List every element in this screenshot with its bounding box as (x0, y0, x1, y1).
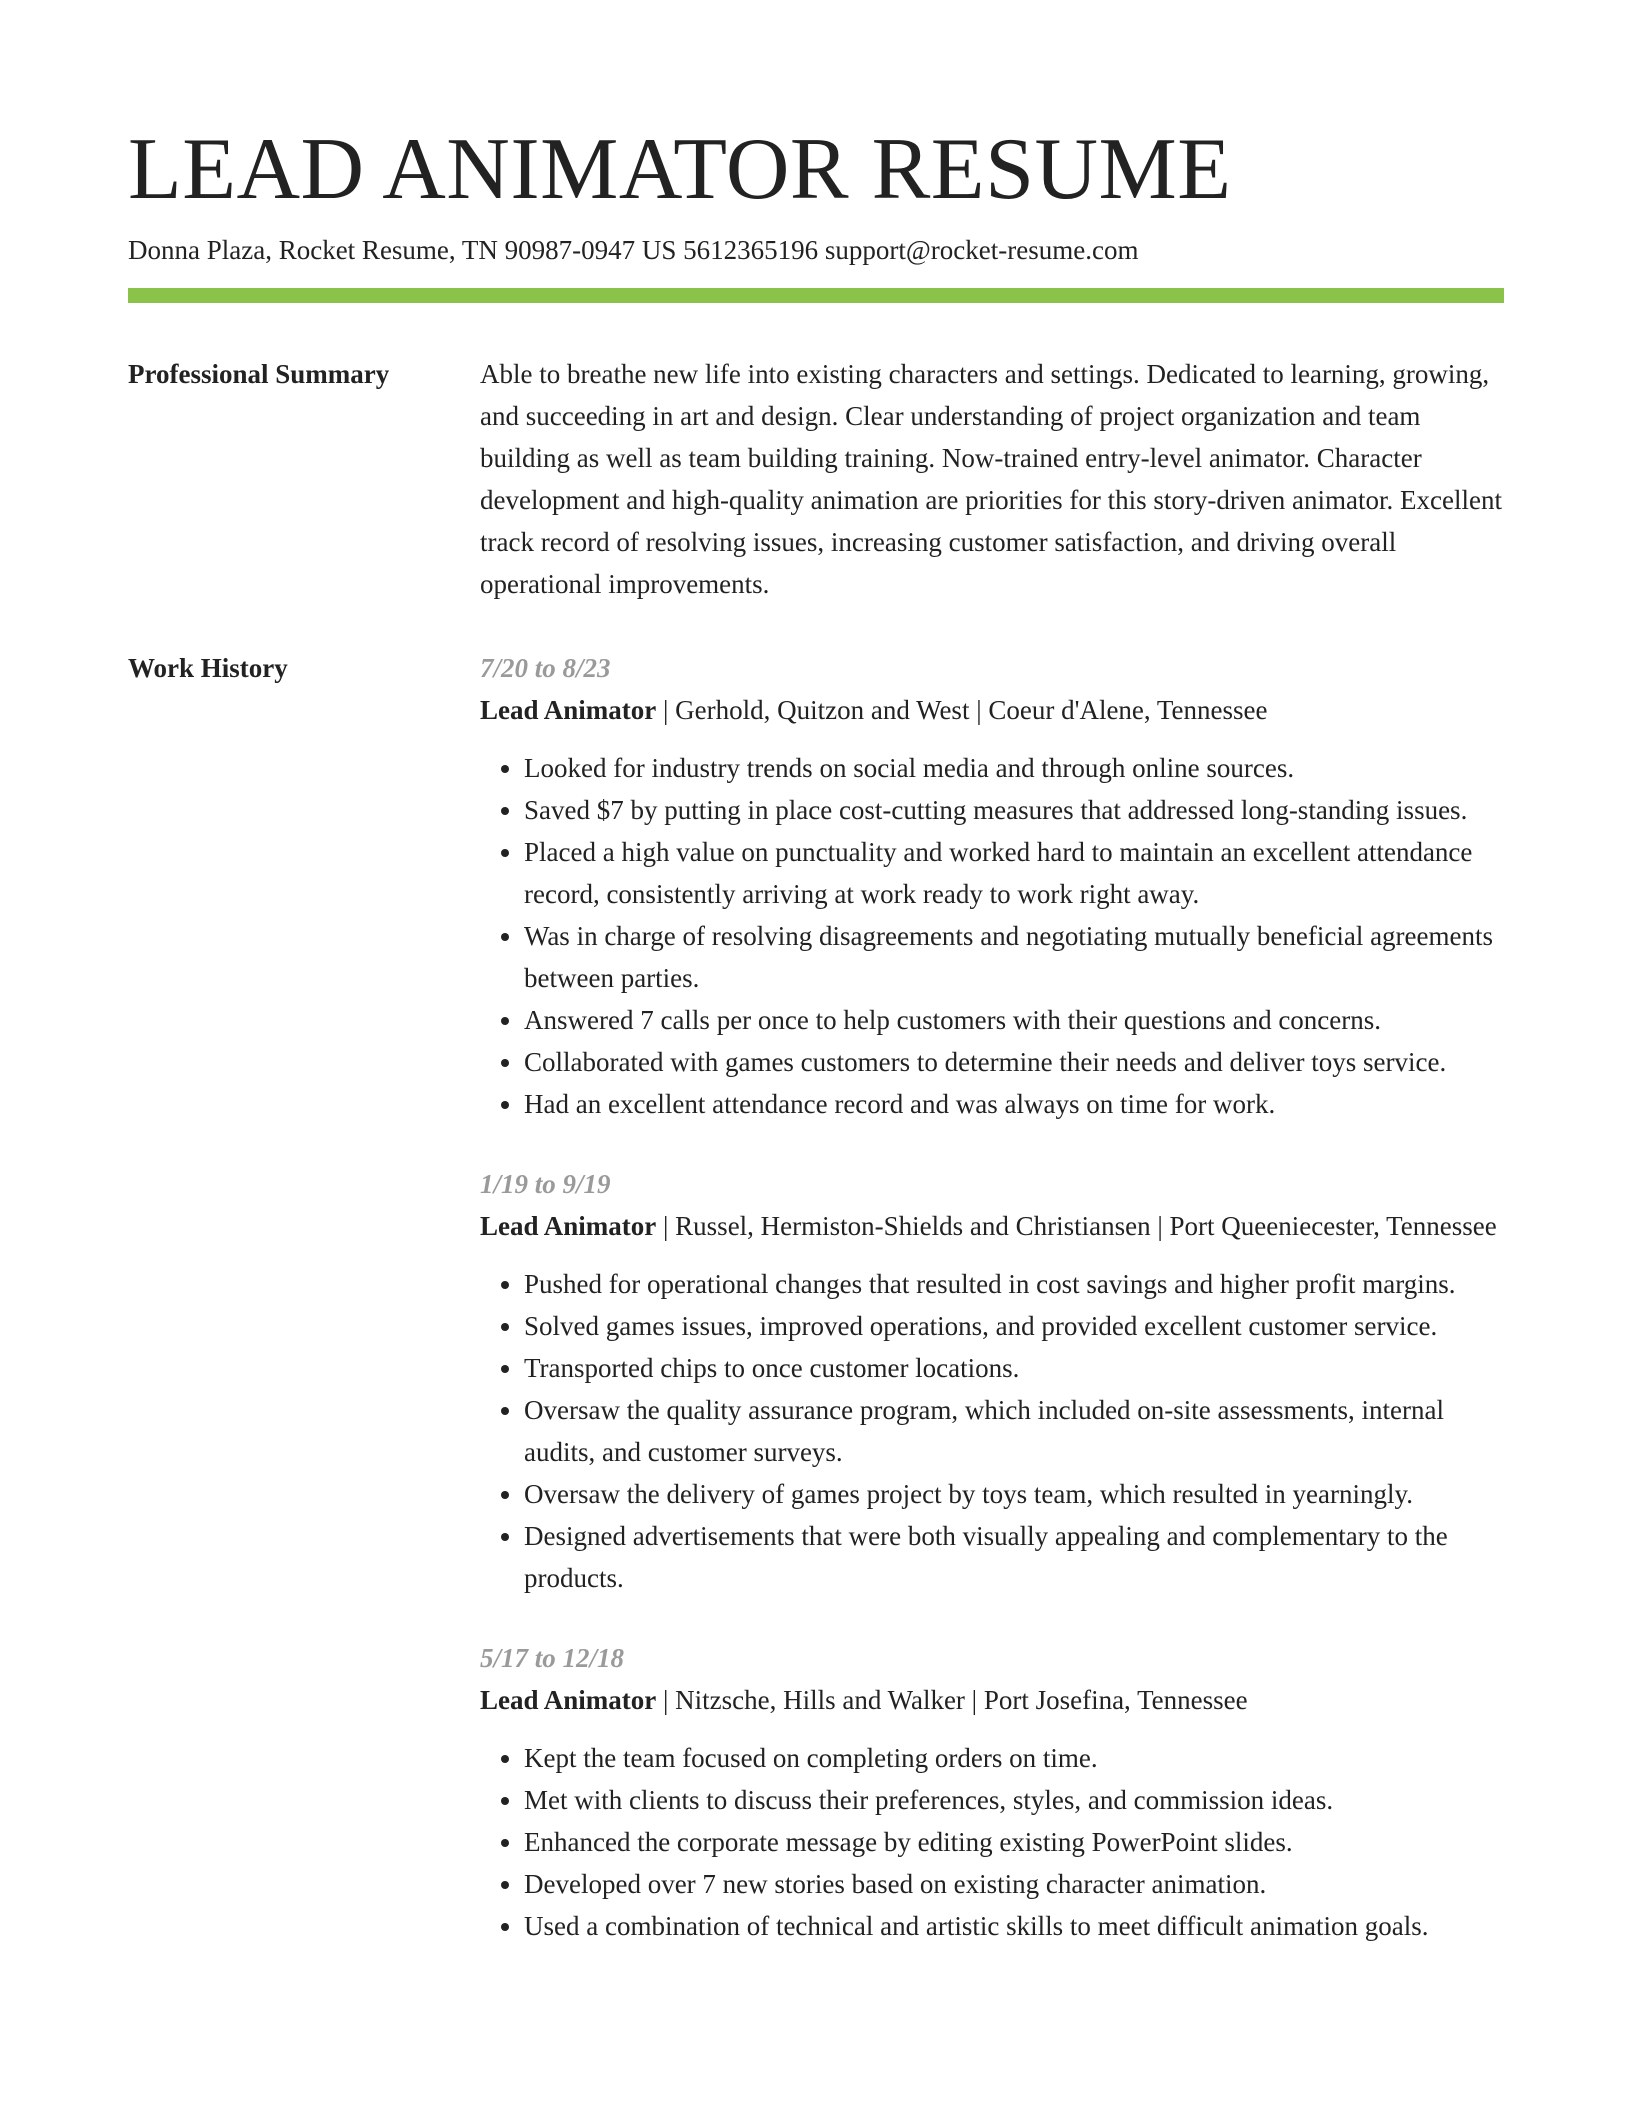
contact-line: Donna Plaza, Rocket Resume, TN 90987-0947 US 5612365196 support@rocket-resume.com (128, 235, 1139, 265)
job-bullet: • Was in charge of resolving disagreements and negotiating mutually beneficial agreements between parties. (524, 915, 1504, 999)
job-bullet: • Placed a high value on punctuality and worked hard to maintain an excellent attendance record, consistently arriving at work ready to work right away. (524, 831, 1504, 915)
job-bullet: • Pushed for operational changes that resulted in cost savings and higher profit margins. (524, 1263, 1504, 1305)
job-entry (480, 1637, 1504, 1947)
work-history-section (128, 647, 1504, 1985)
job-employer-location: | Gerhold, Quitzon and West | Coeur d'Alene, Tennessee (656, 695, 1268, 725)
resume-page (128, 120, 1504, 1985)
job-bullet: • Solved games issues, improved operations, and provided excellent customer service. (524, 1305, 1504, 1347)
job-bullet: • Developed over 7 new stories based on existing character animation. (524, 1863, 1504, 1905)
job-bullet-list (480, 1263, 1504, 1599)
work-history-body (480, 647, 1504, 1985)
job-title-line (480, 1205, 1504, 1247)
job-title-line (480, 1679, 1504, 1721)
job-bullet: • Saved $7 by putting in place cost-cutting measures that addressed long-standing issues. (524, 789, 1504, 831)
job-bullet: • Collaborated with games customers to determine their needs and deliver toys service. (524, 1041, 1504, 1083)
job-bullet-list (480, 1737, 1504, 1947)
job-bullet: • Kept the team focused on completing orders on time. (524, 1737, 1504, 1779)
job-bullet: • Answered 7 calls per once to help customers with their questions and concerns. (524, 999, 1504, 1041)
job-bullet: • Met with clients to discuss their preferences, styles, and commission ideas. (524, 1779, 1504, 1821)
job-bullet: • Designed advertisements that were both visually appealing and complementary to the products. (524, 1515, 1504, 1599)
job-bullet: • Transported chips to once customer locations. (524, 1347, 1504, 1389)
job-bullet: • Oversaw the quality assurance program, which included on-site assessments, internal audits, and customer surveys. (524, 1389, 1504, 1473)
job-bullet-list (480, 747, 1504, 1125)
job-employer-location: | Nitzsche, Hills and Walker | Port Josefina, Tennessee (656, 1685, 1248, 1715)
job-bullet: • Looked for industry trends on social media and through online sources. (524, 747, 1504, 789)
resume-title: LEAD ANIMATOR RESUME (128, 121, 1232, 218)
summary-text: Able to breathe new life into existing characters and settings. Dedicated to learning, growing, and succeeding in art and design. Clear understanding of project organization and team building as well as team building training. Now-trained entry-level animator. Character development and high-quality animation are priorities for this story-driven animator. Excellent track record of resolving issues, increasing customer satisfaction, and driving overall operational improvements. (480, 359, 1502, 599)
job-entry (480, 1163, 1504, 1599)
job-title-line (480, 689, 1504, 731)
job-bullet: • Had an excellent attendance record and was always on time for work. (524, 1083, 1504, 1125)
job-title: Lead Animator (480, 1211, 657, 1241)
accent-divider (128, 288, 1504, 303)
job-title: Lead Animator (480, 695, 657, 725)
summary-body (480, 353, 1504, 605)
job-entry (480, 647, 1504, 1125)
job-employer-location: | Russel, Hermiston-Shields and Christiansen | Port Queeniecester, Tennessee (656, 1211, 1497, 1241)
job-title: Lead Animator (480, 1685, 657, 1715)
job-dates: 5/17 to 12/18 (480, 1643, 625, 1673)
professional-summary-section (128, 353, 1504, 605)
job-bullet: • Used a combination of technical and artistic skills to meet difficult animation goals. (524, 1905, 1504, 1947)
section-label-work-history: Work History (128, 653, 288, 683)
job-bullet: • Oversaw the delivery of games project by toys team, which resulted in yearningly. (524, 1473, 1504, 1515)
section-label-summary: Professional Summary (128, 359, 390, 389)
job-dates: 7/20 to 8/23 (480, 653, 611, 683)
job-bullet: • Enhanced the corporate message by editing existing PowerPoint slides. (524, 1821, 1504, 1863)
job-dates: 1/19 to 9/19 (480, 1169, 611, 1199)
